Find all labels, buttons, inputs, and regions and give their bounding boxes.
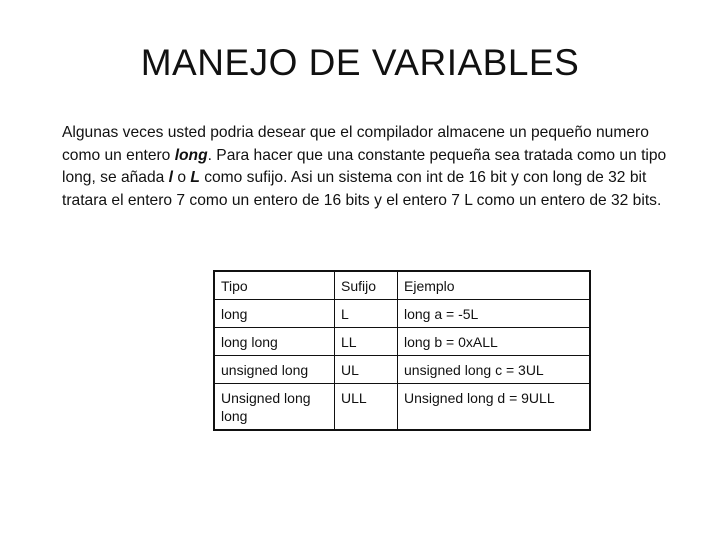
table-cell-tipo: unsigned long	[214, 356, 335, 384]
table-cell-tipo: long	[214, 300, 335, 328]
table-cell-sufijo: UL	[335, 356, 398, 384]
table-cell-tipo: long long	[214, 328, 335, 356]
table-header-row	[214, 271, 590, 300]
table-header-cell: Ejemplo	[398, 271, 591, 300]
body-paragraph	[62, 122, 680, 212]
paragraph-text-3: o	[173, 169, 191, 186]
table-header-cell: Tipo	[214, 271, 335, 300]
table-cell-ejemplo: Unsigned long d = 9ULL	[398, 384, 591, 431]
paragraph-text-4: como sufijo. Asi un sistema con int de 16 bit y con long de 32 bit tratara el entero 7 como un entero de 16 bits y el entero 7 L como un entero de 32 bits.	[62, 169, 662, 209]
paragraph-emphasis-L: L	[190, 169, 200, 186]
table-cell-sufijo: LL	[335, 328, 398, 356]
slide-title: MANEJO DE VARIABLES	[140, 42, 580, 83]
table-cell-tipo: Unsigned long long	[214, 384, 335, 431]
table-cell-ejemplo: long b = 0xALL	[398, 328, 591, 356]
table-cell-sufijo: ULL	[335, 384, 398, 431]
table-cell-ejemplo: unsigned long c = 3UL	[398, 356, 591, 384]
paragraph-text-2: . Para hacer que una constante pequeña sea tratada como un tipo long, se añada	[62, 146, 667, 186]
paragraph-text-1: Algunas veces usted podria desear que el compilador almacene un pequeño numero como un entero	[62, 124, 649, 164]
paragraph-emphasis-l: l	[168, 169, 173, 186]
table-cell-ejemplo: long a = -5L	[398, 300, 591, 328]
table-row	[214, 384, 590, 431]
suffix-table	[213, 270, 591, 431]
paragraph-emphasis-long: long	[174, 146, 208, 164]
table-row	[214, 328, 590, 356]
table-cell-sufijo: L	[335, 300, 398, 328]
table-header-cell: Sufijo	[335, 271, 398, 300]
table-row	[214, 356, 590, 384]
table-row	[214, 300, 590, 328]
